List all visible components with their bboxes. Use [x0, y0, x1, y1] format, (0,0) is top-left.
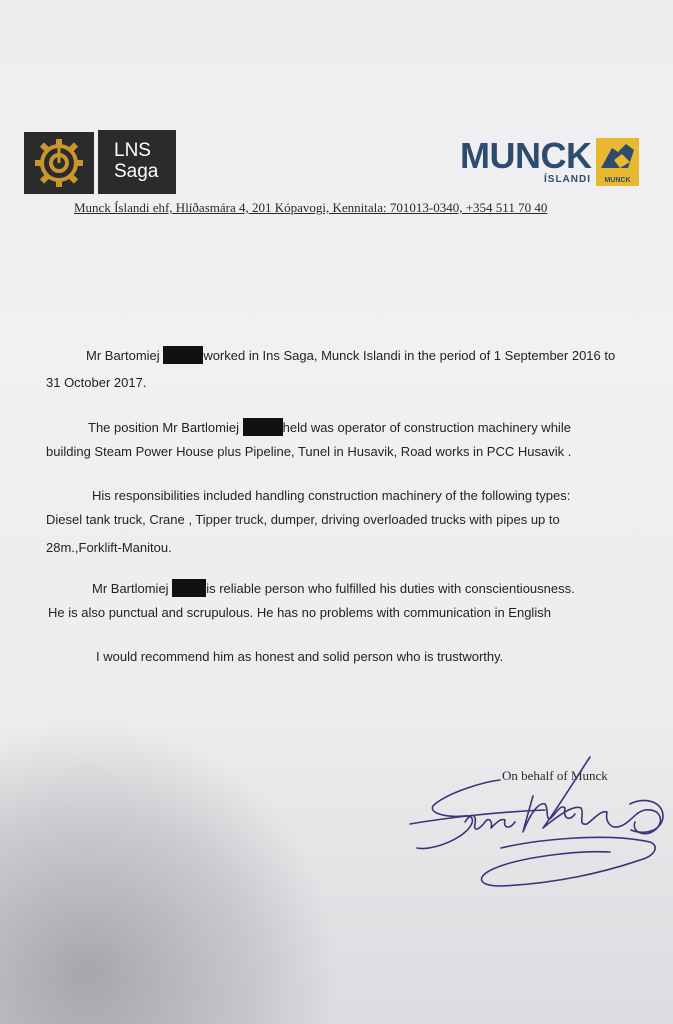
munck-badge-icon [596, 138, 639, 176]
paragraph-5-line-1: I would recommend him as honest and solid person who is trustworthy. [96, 649, 504, 664]
handwritten-signature [405, 752, 670, 897]
lns-logo-text-box [98, 130, 176, 194]
munck-badge [596, 138, 639, 186]
paragraph-1-line-2: 31 October 2017. [46, 375, 147, 390]
gear-icon [29, 135, 89, 191]
lns-logo-line2: Saga [114, 161, 159, 182]
on-behalf-line: On behalf of Munck [502, 768, 608, 783]
munck-logo-subtitle: ÍSLANDI [544, 174, 591, 185]
paragraph-4-text-b: is reliable person who fulfilled his duties with conscientiousness. [206, 581, 575, 596]
paragraph-2-line-2: building Steam Power House plus Pipeline, Tunel in Husavik, Road works in PCC Husavik . [46, 444, 572, 459]
redaction-bar [163, 346, 203, 364]
redaction-bar [243, 418, 283, 436]
paragraph-3-line-2: Diesel tank truck, Crane , Tipper truck, dumper, driving overloaded trucks with pipes up to [46, 512, 560, 527]
paragraph-4-line-1 [92, 579, 575, 597]
paragraph-3-line-3: 28m.,Forklift-Manitou. [46, 540, 172, 555]
munck-badge-label: MUNCK [604, 177, 631, 184]
munck-logo-word: MUNCK [460, 135, 592, 176]
paragraph-4-text-a: Mr Bartlomiej [92, 581, 169, 596]
redaction-bar [172, 579, 206, 597]
munck-logo [458, 136, 640, 188]
paragraph-4-line-2: He is also punctual and scrupulous. He has no problems with communication in English [48, 605, 551, 620]
paragraph-2-line-1 [88, 418, 571, 436]
photo-shadow [0, 720, 340, 1024]
paragraph-1-line-1 [86, 346, 615, 364]
letterhead-address: Munck Íslandi ehf, Hlíðasmára 4, 201 Kópavogi, Kennitala: 701013-0340, +354 511 70 40 [74, 200, 548, 215]
lns-logo-line1: LNS [114, 140, 151, 161]
paragraph-1-text-b: worked in Ins Saga, Munck Islandi in the period of 1 September 2016 to [203, 348, 616, 363]
lns-saga-logo [24, 130, 177, 194]
paragraph-2-text-a: The position Mr Bartlomiej [88, 420, 239, 435]
gear-logo-box [24, 132, 94, 194]
paragraph-1-text-a: Mr Bartomiej [86, 348, 160, 363]
paragraph-2-text-b: held was operator of construction machinery while [282, 420, 571, 435]
paragraph-3-line-1: His responsibilities included handling construction machinery of the following types: [92, 488, 571, 503]
